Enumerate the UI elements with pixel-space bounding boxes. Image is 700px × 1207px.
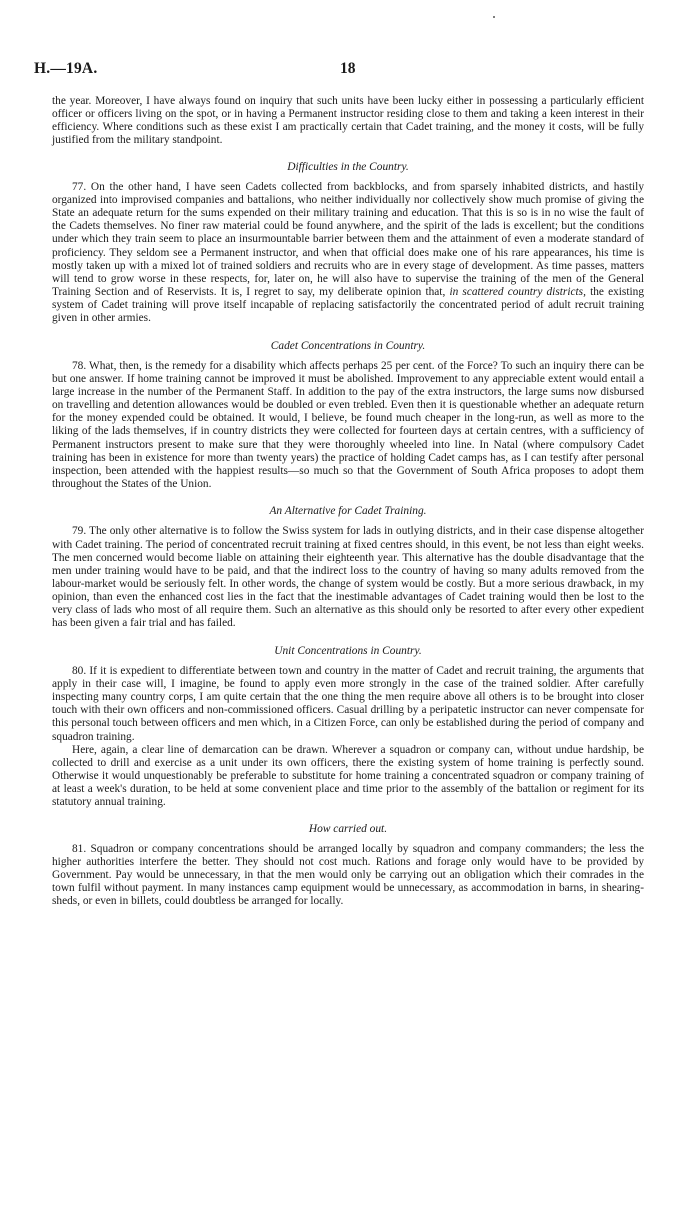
heading-difficulties: Difficulties in the Country. bbox=[287, 160, 409, 173]
paragraph-81: 81. Squadron or company concentrations should be arranged locally by squadron and company commanders; the less the higher authorities interfere the better. They should not cost much. Rations and forage only would have to be provided by Government. Pay would be unnecessary, in that the men would only be carrying out an obligation which their comrades in the town fulfil without payment. In many instances camp equipment would be unnecessary, as accommodation in barns, in shearing-sheds, or even in billets, could doubtless be arranged for locally. bbox=[52, 842, 644, 908]
paragraph-80: 80. If it is expedient to differentiate between town and country in the matter of Cadet and recruit training, the arguments that apply in their case will, I imagine, be found to apply even more strongly in the case of the trained soldier. After carefully inspecting many country corps, I am quite certain that the one thing the men require above all others is to be brought into closer touch with their own officers and non-commissioned officers. Casual drilling by a peripatetic instructor can never compensate for this personal touch between officers and men which, in a Citizen Force, can only be established during the period of company and squadron training. bbox=[52, 664, 644, 743]
page-header bbox=[34, 60, 664, 80]
scan-speck bbox=[493, 16, 495, 18]
paragraph-79: 79. The only other alternative is to follow the Swiss system for lads in outlying districts, and in their case dispense altogether with Cadet training. The period of concentrated recruit training at fixed centres should, in this event, be not less than eight weeks. The men concerned would become liable on attaining their eighteenth year. This alternative has the double disadvantage that the men under training would have to be paid, and that the indirect loss to the country of having so many adults removed from the labour-market would be seriously felt. In other words, the change of system would be costly. But a more serious drawback, in my opinion, than even the enhanced cost lies in the fact that the inestimable advantages of Cadet training would then be lost to the very class of lads who most of all require them. Such an alternative as this should only be resorted to after every other expedient has been given a fair trial and has failed. bbox=[52, 525, 644, 630]
paragraph-77-part-b: the existing system of Cadet training will prove itself incapable of replacing satisfactorily the concentrated period of adult recruit training given in other armies. bbox=[52, 286, 644, 325]
paragraph-77-emphasis: in scattered country districts, bbox=[449, 286, 586, 299]
paragraph-77 bbox=[52, 181, 644, 326]
body-text bbox=[52, 95, 644, 908]
heading-alternative: An Alternative for Cadet Training. bbox=[269, 505, 427, 518]
paragraph-80-continued: Here, again, a clear line of demarcation can be drawn. Wherever a squadron or company can, without undue hardship, be collected to drill and exercise as a unit under its own officers, there the existing system of home training is perfectly sound. Otherwise it would unquestionably be preferable to substitute for home training a concentrated squadron or company training of at least a week's duration, to be held at some convenient place and time prior to the assembly of the battalion or regiment for its statutory annual training. bbox=[52, 743, 644, 809]
heading-how-carried-out: How carried out. bbox=[308, 822, 388, 835]
paragraph-78: 78. What, then, is the remedy for a disability which affects perhaps 25 per cent. of the Force? To such an inquiry there can be but one answer. If home training cannot be improved it must be abolished. Improvement to any appreciable extent would entail a large increase in the number of the Permanent Staff. In addition to the pay of the extra instructors, the large sums now disbursed on travelling and detention allowances would be doubled or even trebled. Even then it is questionable whether an adequate return for the money expended could be obtained. It would, I believe, be found much cheaper in the long-run, as well as more to the liking of the lads themselves, if in country districts they were collected for fourteen days at certain centres, with a sufficiency of Permanent instructors present to make sure that they were thoroughly wheeled into line. In Natal (where compulsory Cadet training has been in existence for more than twenty years) the practice of holding Cadet camps has, as I can testify after personal inspection, been attended with the happiest results—so much so that the Government of South Africa proposes to adopt them throughout the States of the Union. bbox=[52, 359, 644, 491]
heading-cadet-concentrations: Cadet Concentrations in Country. bbox=[270, 339, 426, 352]
paragraph-intro: the year. Moreover, I have always found on inquiry that such units have been lucky either in possessing a particularly efficient officer or officers living on the spot, or in having a Permanent instructor residing close to them and taking a keen interest in their efficiency. Where conditions such as these exist I am practically certain that Cadet training, and the money it costs, will be fully justified from the military standpoint. bbox=[52, 95, 644, 147]
heading-unit-concentrations: Unit Concentrations in Country. bbox=[274, 644, 422, 657]
document-code: H.—19A. bbox=[34, 60, 98, 77]
page-number: 18 bbox=[340, 60, 356, 77]
paragraph-77-part-a: 77. On the other hand, I have seen Cadets collected from backblocks, and from sparsely inhabited districts, and hastily organized into improvised companies and battalions, who neither individually nor collectively show much promise of giving the State an adequate return for the sums expended on their military training and education. That this is so is in no wise the fault of the Cadets themselves. No finer raw material could be found anywhere, and the spirit of the lads is excellent; but the conditions under which they train seem to place an insurmountable barrier between them and the attainment of even a moderate standard of proficiency. They seldom see a Permanent instructor, and when that official does make one of his rare appearances, his time is mostly taken up with a mixed lot of trained soldiers and recruits who are in every stage of development. As time passes, matters will tend to grow worse in these respects, for, later on, he will also have to supervise the training of the men of the General Training Section and of Reservists. It is, I regret to say, my deliberate opinion that, bbox=[52, 180, 644, 299]
